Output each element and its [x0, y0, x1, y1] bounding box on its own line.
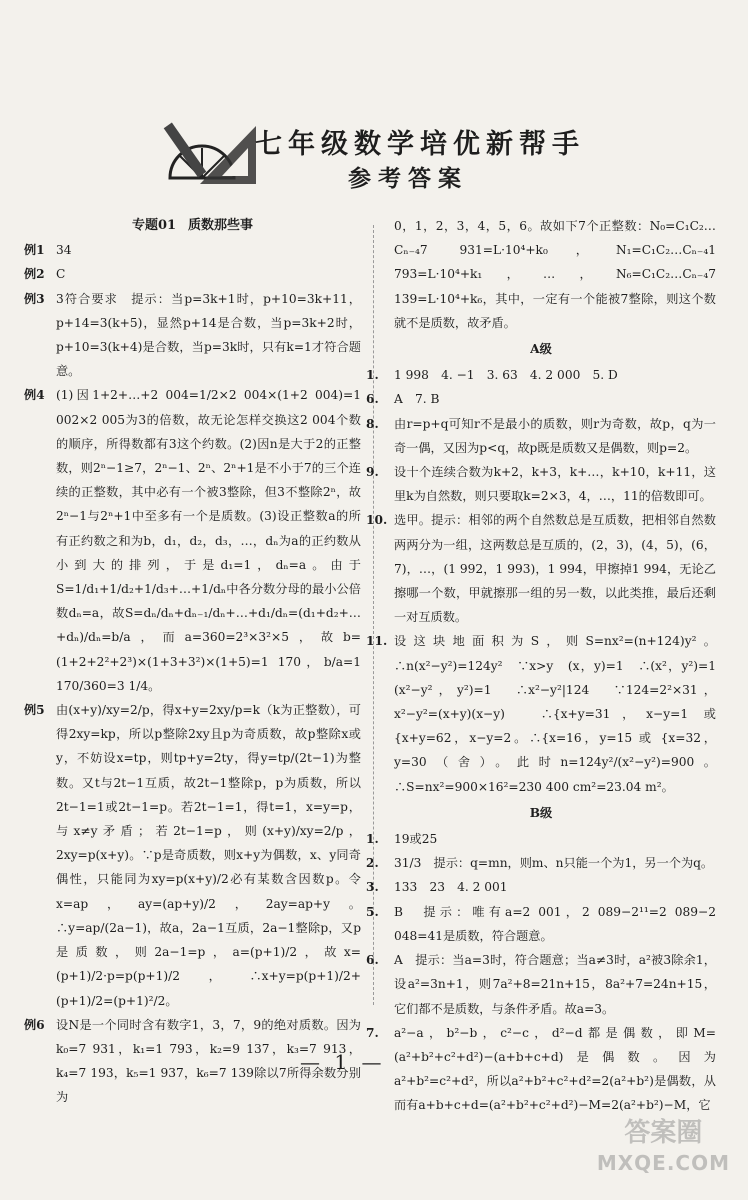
- answer-item: [366, 508, 716, 629]
- example-label: 例1: [24, 243, 45, 258]
- example-label: 例3: [24, 291, 45, 306]
- example-label: 例4: [24, 388, 45, 403]
- item-answer: 选甲。提示：相邻的两个自然数总是互质数，把相邻自然数两两分为一组，这两数总是互质的，(2，3)，(4，5)，(6，7)，…，(1 992，1 993)，1 994，甲擦掉1 994，无论乙擦哪一个数，甲就擦那一组的另一数，以此类推，最后还剩一对互质数。: [394, 513, 716, 625]
- item-number: 2.: [366, 856, 379, 871]
- example-answer: 34: [56, 243, 72, 258]
- answer-title: 参考答案: [348, 165, 468, 192]
- watermark-text: 答案圈: [624, 1118, 703, 1148]
- example-item: [24, 698, 361, 1013]
- item-answer: 133 23 4. 2 001: [394, 880, 508, 895]
- item-number: 6.: [366, 953, 379, 968]
- answer-item: [366, 1021, 716, 1118]
- item-number: 10.: [366, 513, 388, 528]
- example-item: [24, 238, 361, 262]
- item-answer: 由r=p+q可知r不是最小的质数，则r为奇数，故p，q为一奇一偶，又因为p<q，故p既是质数又是偶数，则p=2。: [394, 416, 716, 455]
- item-number: 11.: [366, 634, 388, 649]
- geometry-tools-icon: [160, 118, 270, 190]
- answer-item: [366, 827, 716, 851]
- example-answer: C: [56, 267, 66, 282]
- continued-text: 0，1，2，3，4，5，6。故如下7个正整数：N₀=C₁C₂…Cₙ₋₄7 931=L·10⁴+k₀，N₁=C₁C₂…Cₙ₋₄1 793=L·10⁴+k₁，…，N₆=C₁C₂…Cₙ₋₄7 139=L·10⁴+k₆，其中，一定有一个能被7整除，则这个数就不是质数，故矛盾。: [394, 219, 716, 330]
- item-answer: B 提示：唯有a=2 001，2 089−2¹¹=2 089−2 048=41是质数，符合题意。: [394, 904, 716, 943]
- answer-item: [366, 363, 716, 387]
- item-number: 6.: [366, 392, 379, 407]
- item-answer: 31/3 提示：q=mn，则m、n只能一个为1，另一个为q。: [394, 856, 714, 871]
- book-title: 七年级数学培优新帮手: [255, 129, 585, 160]
- answer-item: [366, 948, 716, 1021]
- example-item: [24, 383, 361, 698]
- item-number: 1.: [366, 368, 379, 383]
- item-answer: a²−a，b²−b，c²−c，d²−d都是偶数，即M=(a²+b²+c²+d²)−(a+b+c+d)是偶数。因为a²+b²=c²+d²，所以a²+b²+c²+d²=2(a²+b²)是偶数，从而有a+b+c+d=(a²+b²+c²+d²)−M=2(a²+b²)−M，它: [394, 1025, 716, 1113]
- watermark-domain: MXQE.COM: [596, 1151, 730, 1175]
- level-b-heading: B级: [529, 805, 553, 820]
- answer-item: [366, 900, 716, 948]
- answer-item: [366, 629, 729, 798]
- example-item: [24, 287, 361, 384]
- example-answer: 由(x+y)/xy=2/p，得x+y=2xy/p=k（k为正整数），可得2xy=kp，所以p整除2xy且p为奇质数，故p整除x或y，不妨设x=tp，则tp+y=2ty，得y=tp/(2t−1)为整数。又t与2t−1互质，故2t−1整除p，p为质数，所以2t−1=1或2t−1=p。若2t−1=1，得t=1，x=y=p，与x≠y矛盾；若2t−1=p，则(x+y)/xy=2/p，2xy=p(x+y)。∵p是奇质数，则x+y为偶数，x、y同奇偶性，只能同为xy=p(x+y)/2必有某数含因数p。令x=ap，ay=(ap+y)/2，2ay=ap+y。∴y=ap/(2a−1)，故a，2a−1互质，2a−1整除p，又p是质数，则2a−1=p，a=(p+1)/2，故x=(p+1)/2·p=p(p+1)/2，∴x+y=p(p+1)/2+(p+1)/2=(p+1)²/2。: [56, 703, 361, 1008]
- example-item: [24, 262, 361, 286]
- item-number: 7.: [366, 1025, 379, 1040]
- example-label: 例2: [24, 267, 45, 282]
- item-answer: A 提示：当a=3时，符合题意；当a≠3时，a²被3除余1，设a²=3n+1，则7a²+8=21n+15，8a²+7=24n+15，它们都不是质数，与条件矛盾。故a=3。: [394, 953, 716, 1016]
- example-label: 例6: [24, 1017, 45, 1032]
- answer-item: [366, 851, 716, 875]
- section-number: 专题01: [131, 218, 177, 233]
- level-a-heading: A级: [530, 342, 552, 357]
- right-column: [366, 214, 729, 1118]
- watermark: [597, 1118, 730, 1178]
- item-number: 5.: [366, 904, 379, 919]
- item-answer: 设十个连续合数为k+2，k+3，k+…，k+10，k+11，这里k为自然数，则只要取k=2×3，4，…，11的倍数即可。: [394, 465, 716, 504]
- item-number: 3.: [366, 880, 379, 895]
- item-number: 1.: [366, 832, 379, 847]
- example-answer: 3符合要求 提示：当p=3k+1时，p+10=3k+11，p+14=3(k+5)，显然p+14是合数，当p=3k+2时，p+10=3(k+4)是合数，当p=3k时，只有k=1才符合题意。: [56, 291, 361, 379]
- page-number: — 1 —: [300, 1050, 386, 1074]
- example-answer: (1)因1+2+…+2 004=1/2×2 004×(1+2 004)=1 002×2 005为3的倍数，故无论怎样交换这2 004个数的顺序，所得数都有3这个约数。(2)因n是大于2的正整数，则2ⁿ−1≥7，2ⁿ−1、2ⁿ、2ⁿ+1是不小于7的三个连续的正整数，其中必有一个被3整除，但3不整除2ⁿ，故2ⁿ−1与2ⁿ+1中至多有一个是质数。(3)设正整数a的所有正约数之和为b，d₁，d₂，d₃，…，dₙ为a的正约数从小到大的排列，于是d₁=1，dₙ=a。由于S=1/d₁+1/d₂+1/d₃+…+1/dₙ中各分数分母的最小公倍数dₙ=a，故S=dₙ/dₙ+dₙ₋₁/dₙ+…+d₁/dₙ=(d₁+d₂+…+dₙ)/dₙ=b/a，而a=360=2³×3²×5，故b=(1+2+2²+2³)×(1+3+3²)×(1+5)=1 170，b/a=1 170/360=3 1/4。: [56, 388, 361, 693]
- left-column: [24, 214, 361, 1110]
- item-answer: 1 998 4. −1 3. 63 4. 2 000 5. D: [394, 368, 618, 383]
- answer-item: [366, 412, 716, 460]
- item-number: 9.: [366, 465, 379, 480]
- section-title: [24, 214, 361, 238]
- item-number: 8.: [366, 416, 379, 431]
- answer-item: [366, 875, 716, 899]
- item-answer: 设这块地面积为S，则S=nx²=(n+124)y²。∴n(x²−y²)=124y² ∵x>y (x，y)=1 ∴(x²，y²)=1 (x²−y²，y²)=1 ∴x²−y²|124 ∵124=2²×31，x²−y²=(x+y)(x−y) ∴{x+y=31，x−y=1 或 {x+y=62，x−y=2。∴{x=16，y=15 或 {x=32，y=30（舍）。此时n=124y²/(x²−y²)=900。∴S=nx²=900×16²=230 400 cm²=23.04 m²。: [394, 634, 729, 794]
- answer-item: [366, 460, 716, 508]
- example-label: 例5: [24, 703, 45, 718]
- item-answer: A 7. B: [394, 392, 440, 407]
- section-name: 质数那些事: [188, 218, 254, 233]
- example-answer: 设N是一个同时含有数字1，3，7，9的绝对质数。因为k₀=7 931，k₁=1 793，k₂=9 137，k₃=7 913，k₄=7 193，k₅=1 937，k₆=7 139除以7所得余数分别为: [56, 1017, 361, 1105]
- item-answer: 19或25: [394, 832, 438, 847]
- answer-item: [366, 387, 716, 411]
